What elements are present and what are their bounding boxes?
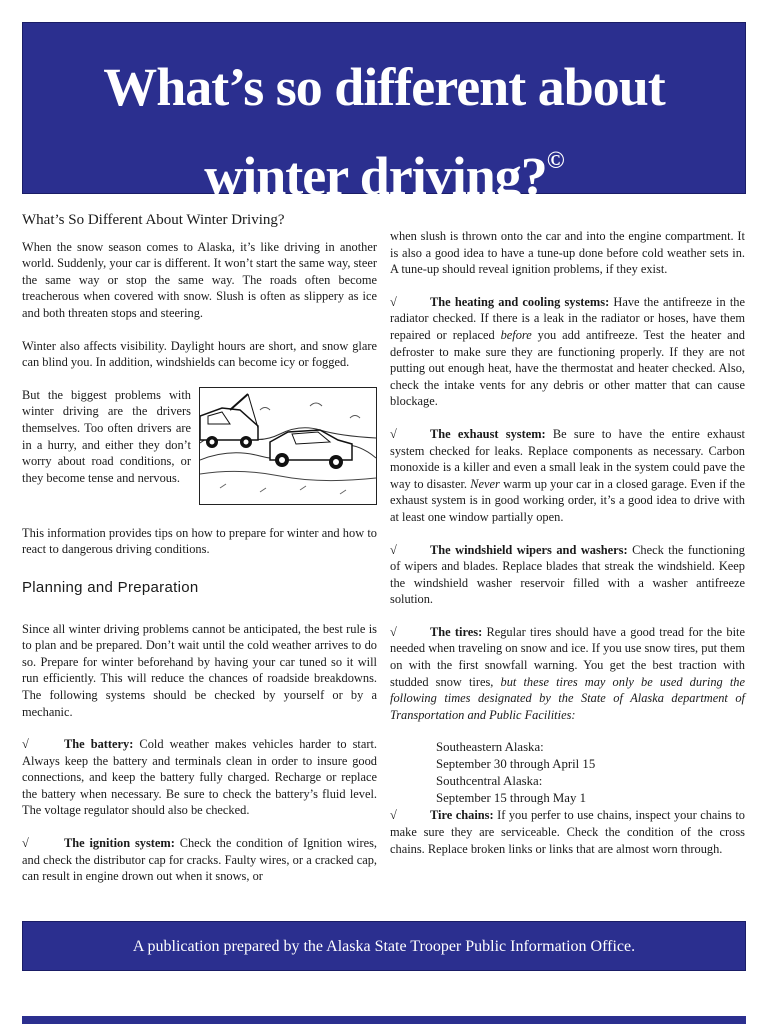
wipers-text: Check the functioning of wipers and blades. Replace blades that streak the windshield. Keep the windshield washer reservoir filled with a washer antifreeze solution. — [390, 542, 746, 607]
paragraph-ignition-continued: when slush is thrown onto the car and into the engine compartment. It is also a good idea to have a tune-up done before cold weather sets in. A tune-up should reveal ignition problems, if they exist. — [390, 229, 745, 277]
title-line-1: What’s so different about — [103, 57, 665, 117]
heating-emphasis: before — [500, 327, 532, 342]
chains-label: Tire chains: — [430, 808, 494, 823]
footer-banner — [22, 921, 746, 971]
title-banner — [22, 22, 746, 206]
check-mark-icon: √ — [22, 737, 29, 752]
exhaust-text-b: warm up your car in a closed garage. Even if the exhaust system is in good working order, it’s a good idea to drive with at least one window partially open. — [390, 476, 745, 524]
ignition-label: The ignition system: — [64, 836, 175, 851]
tow-truck-illustration — [199, 387, 377, 505]
title-line-2 — [23, 131, 745, 206]
tires-item — [390, 624, 745, 724]
exhaust-emphasis: Never — [470, 476, 500, 491]
tires-text-a: Regular tires should have a good tread for the bite needed when traveling on snow and ice. If you use snow tires, put them on with the first snowfall warning. You get the best traction with studded snow tires, — [390, 624, 746, 689]
battery-text: Cold weather makes vehicles harder to start. Always keep the battery and terminals clean in order to insure good connections, and keep the battery fully charged. Recharge or replace the battery when necessary. Be sure to check the battery’s fluid level. The voltage regulator should also be checked. — [22, 737, 377, 818]
article-heading: What’s So Different About Winter Driving? — [22, 212, 285, 228]
left-column — [22, 212, 377, 885]
region-southcentral: Southcentral Alaska: — [436, 774, 543, 789]
wipers-label: The windshield wipers and washers: — [430, 542, 628, 557]
check-mark-icon: √ — [390, 808, 397, 823]
exhaust-item — [390, 426, 745, 526]
exhaust-text-a: Be sure to have the entire exhaust system checked for leaks. Replace components as necessary. Carbon monoxide is a killer and even a small leak in the system could pave the way to disaster. — [390, 426, 745, 491]
heating-text-b: you add antifreeze. Test the heater and defroster to make sure they are functioning properly. If they are not putting out enough heat, have the thermostat and heater checked. Also, check the intake vents for any debris or other matter that can cause blockage. — [390, 327, 745, 409]
exhaust-label: The exhaust system: — [430, 426, 546, 441]
region-southeastern: Southeastern Alaska: — [436, 740, 544, 755]
heating-text-a: Have the antifreeze in the radiator checked. If there is a leak in the radiator or hoses, have them repaired or replaced — [390, 294, 745, 342]
tires-label: The tires: — [430, 624, 483, 639]
title-line-2-text: winter driving? — [204, 146, 547, 206]
check-mark-icon: √ — [22, 836, 29, 851]
paragraph-visibility: Winter also affects visibility. Daylight hours are short, and snow glare can blind you. In addition, windshields can become icy or fogged. — [22, 338, 377, 370]
heating-label: The heating and cooling systems: — [430, 294, 610, 309]
section-heading-planning: Planning and Preparation — [22, 578, 199, 596]
paragraph-intro: When the snow season comes to Alaska, it’s like driving in another world. Suddenly, your car is different. It won’t start the same way, steer the same way or stop the same way. The roads often become treacherous when covered with snow. Slush is often as slippery as ice and both threaten stops and steering. — [22, 239, 377, 320]
ignition-item — [22, 835, 377, 885]
tow-truck-drawing — [200, 388, 376, 504]
check-mark-icon: √ — [390, 542, 397, 557]
tires-emphasis: but these tires may only be used during the following times designated by the State of Alaska department of Transportation and Public Facilities: — [390, 674, 745, 722]
ignition-text: Check the condition of Ignition wires, and check the distributor cap for cracks. Faulty wires, or a cracked cap, can result in engine drown out when it snows, or — [22, 836, 377, 884]
battery-label: The battery: — [64, 737, 134, 752]
heating-item — [390, 294, 745, 410]
bottom-bar — [22, 1016, 746, 1024]
chains-item — [390, 807, 745, 857]
check-mark-icon: √ — [390, 426, 397, 441]
copyright-mark: © — [546, 148, 564, 174]
chains-text: If you perfer to use chains, inspect your chains to make sure they are serviceable. Check the condition of the cross chains. Replace broken links or links that are almost worn through. — [390, 808, 745, 856]
region-southcentral-dates: September 15 through May 1 — [436, 791, 586, 806]
battery-item — [22, 736, 377, 819]
check-mark-icon: √ — [390, 624, 397, 639]
paragraph-drivers: But the biggest problems with winter driving are the drivers themselves. Too often drivers are in a hurry, and either they don’t worry about road conditions, or they become tense and nervous. — [22, 387, 191, 485]
footer-text: A publication prepared by the Alaska State Trooper Public Information Office. — [132, 938, 636, 955]
region-southeastern-dates: September 30 through April 15 — [436, 757, 596, 772]
wipers-item — [390, 542, 745, 608]
right-column — [390, 228, 745, 857]
paragraph-info: This information provides tips on how to prepare for winter and how to react to dangerous driving conditions. — [22, 525, 377, 557]
check-mark-icon: √ — [390, 294, 397, 309]
paragraph-planning: Since all winter driving problems cannot be anticipated, the best rule is to plan and be prepared. Don’t wait until the cold weather arrives to do so. Prepare for winter beforehand by having your car tuned so it will run efficiently. This will reduce the chances of roadside breakdowns. The following systems should be checked by yourself or by a mechanic. — [22, 621, 377, 719]
